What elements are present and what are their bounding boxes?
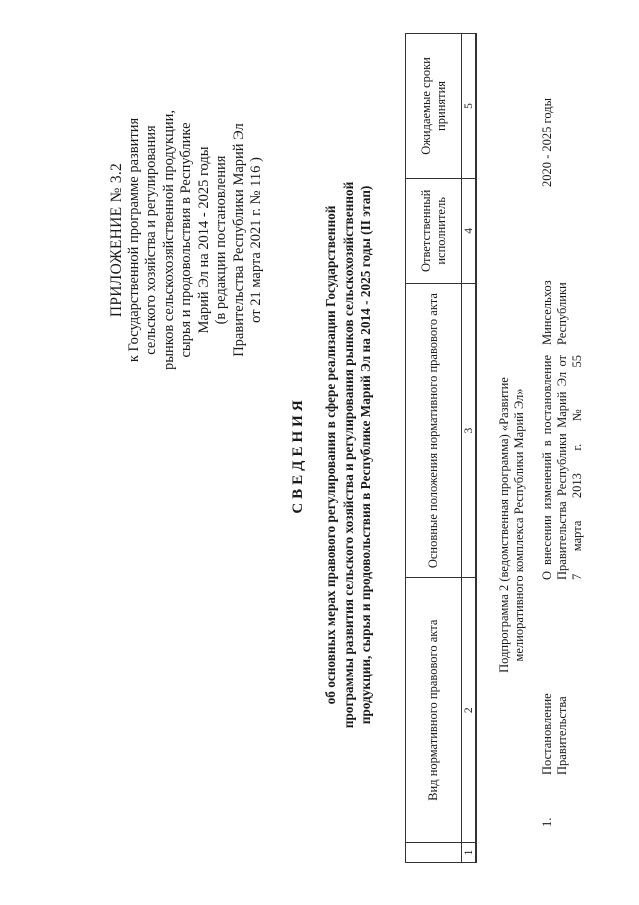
table-column-numbers-row — [462, 34, 477, 863]
column-header-terms: Ожидаемые сроки принятия — [406, 34, 462, 179]
column-header-executor: Ответственный исполнитель — [406, 178, 462, 283]
row-provisions: О внесении изменений в постановление Правительства Республики Марий Эл от 7 марта 2013 г. № 55 — [540, 355, 584, 580]
subheading-line: об основных мерах правового регулирования в сфере реализации Государственной — [323, 205, 338, 705]
appendix-title: ПРИЛОЖЕНИЕ № 3.2 — [108, 162, 125, 318]
column-number: 3 — [462, 283, 477, 578]
appendix-date-line: от 21 марта 2021 г. № 116 ) — [248, 157, 264, 323]
row-act-type: Постановление Правительства — [540, 693, 569, 775]
row-number: 1. — [540, 817, 554, 827]
appendix-line: (в редакции постановления — [213, 155, 229, 325]
subheading-line: продукции, сырья и продовольствия в Республике Марий Эл на 2014 - 2025 годы (II этап) — [358, 185, 373, 725]
measures-table — [405, 33, 477, 863]
appendix-line: Правительства Республики Марий Эл — [230, 123, 247, 357]
appendix-line: к Государственной программе развития — [125, 117, 142, 363]
subheading-line: программы развития сельского хозяйства и регулирования рынков сельскохозяйственной — [340, 181, 356, 729]
document-subheading — [322, 75, 375, 835]
column-number: 4 — [462, 178, 477, 283]
column-header-provisions: Основные положения нормативного правового акта — [406, 283, 462, 578]
row-terms: 2020 - 2025 годы — [540, 97, 554, 187]
document-heading: СВЕДЕНИЯ — [290, 396, 306, 514]
column-header-act-type: Вид нормативного правового акта — [406, 578, 462, 843]
appendix-line: сырья и продовольствия в Республике — [178, 122, 194, 358]
appendix-line: сельского хозяйства и регулирования — [143, 125, 159, 355]
row-executor: Минсельхоз Республики — [540, 280, 569, 345]
appendix-line: рынков сельскохозяйственной продукции, — [160, 110, 177, 370]
column-number: 2 — [462, 578, 477, 843]
column-header-num — [406, 843, 462, 863]
appendix-block — [108, 75, 266, 405]
column-number: 5 — [462, 34, 477, 179]
column-number: 1 — [462, 843, 477, 863]
appendix-line: Марий Эл на 2014 - 2025 годы — [195, 146, 212, 334]
table-header-row — [406, 34, 462, 863]
subprogram-title: Подпрограмма 2 (ведомственная программа) «Развитие мелиоративного комплекса Республики Марий Эл» — [497, 377, 526, 673]
